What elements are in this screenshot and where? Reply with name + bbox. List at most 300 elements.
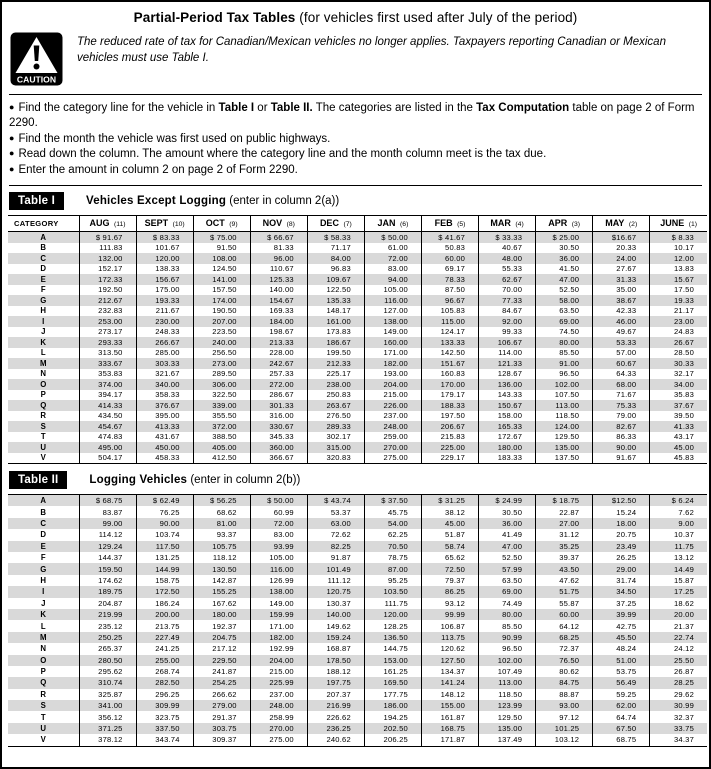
tax-amount-cell: 39.99: [593, 609, 650, 620]
tax-amount-cell: 186.67: [307, 337, 364, 348]
tax-amount-cell: 301.33: [250, 400, 307, 411]
tax-amount-cell: 155.00: [421, 700, 478, 711]
tax-amount-cell: 226.00: [364, 400, 421, 411]
table-row: [8, 563, 707, 574]
tax-amount-cell: 323.75: [136, 711, 193, 722]
tax-amount-cell: 83.87: [79, 506, 136, 517]
category-cell: N: [40, 644, 47, 654]
table2-badge: Table II: [9, 471, 67, 489]
tax-amount-cell: 83.00: [250, 529, 307, 540]
tax-amount-cell: 71.67: [593, 390, 650, 401]
tax-amount-cell: 160.00: [364, 337, 421, 348]
tax-amount-cell: 57.00: [593, 348, 650, 359]
table-row: [8, 541, 707, 552]
tax-amount-cell: $ 6.24: [650, 495, 707, 507]
tax-amount-cell: 72.50: [421, 563, 478, 574]
table-row: [8, 432, 707, 443]
tax-amount-cell: 30.50: [479, 506, 536, 517]
tax-amount-cell: 86.33: [593, 432, 650, 443]
instruction-item: [9, 132, 702, 147]
tax-amount-cell: 34.50: [593, 586, 650, 597]
tax-amount-cell: 174.62: [79, 575, 136, 586]
month-column-header: JUNE (1): [650, 216, 707, 232]
category-cell: H: [40, 306, 47, 316]
tax-amount-cell: 186.24: [136, 598, 193, 609]
tax-amount-cell: 45.75: [364, 506, 421, 517]
tax-amount-cell: 395.00: [136, 411, 193, 422]
tax-amount-cell: 289.50: [193, 369, 250, 380]
table-row: [8, 243, 707, 254]
tax-amount-cell: 276.50: [307, 411, 364, 422]
tax-amount-cell: 341.00: [79, 700, 136, 711]
month-column-header: AUG (11): [79, 216, 136, 232]
table-row: [8, 723, 707, 734]
tax-amount-cell: 148.12: [421, 689, 478, 700]
tax-amount-cell: $ 68.75: [79, 495, 136, 507]
tax-amount-cell: 259.00: [364, 432, 421, 443]
tax-amount-cell: 53.33: [593, 337, 650, 348]
category-cell: O: [8, 379, 79, 390]
tax-amount-cell: 31.12: [536, 529, 593, 540]
tax-amount-cell: 193.00: [364, 369, 421, 380]
month-column-header: OCT (9): [193, 216, 250, 232]
tax-amount-cell: 45.50: [593, 632, 650, 643]
table-row: [8, 274, 707, 285]
tax-amount-cell: 53.37: [307, 506, 364, 517]
tax-amount-cell: 91.67: [593, 453, 650, 464]
category-cell: C: [8, 253, 79, 264]
tax-amount-cell: 74.50: [536, 327, 593, 338]
tax-amount-cell: 48.00: [479, 253, 536, 264]
category-cell: C: [8, 518, 79, 529]
tax-amount-cell: 19.33: [650, 295, 707, 306]
table-row: [8, 529, 707, 540]
tax-amount-cell: 67.50: [593, 723, 650, 734]
tax-amount-cell: 213.75: [136, 620, 193, 631]
tax-amount-cell: $ 37.50: [364, 495, 421, 507]
tax-amount-cell: 223.50: [193, 327, 250, 338]
tax-amount-cell: 124.50: [193, 264, 250, 275]
instruction-text: or: [254, 102, 271, 114]
category-cell: T: [40, 432, 46, 442]
tax-amount-cell: 82.67: [593, 421, 650, 432]
month-column-header: APR (3): [536, 216, 593, 232]
tax-amount-cell: 13.83: [650, 264, 707, 275]
tax-amount-cell: 358.33: [136, 390, 193, 401]
tax-amount-cell: 322.50: [193, 390, 250, 401]
table1-badge: Table I: [9, 192, 64, 210]
tax-amount-cell: 15.67: [650, 274, 707, 285]
tax-amount-cell: 38.67: [593, 295, 650, 306]
tax-amount-cell: 38.12: [421, 506, 478, 517]
tax-amount-cell: 78.75: [364, 552, 421, 563]
tax-amount-cell: 76.50: [536, 655, 593, 666]
instruction-text: Find the category line for the vehicle in: [18, 102, 219, 114]
tax-amount-cell: $ 41.67: [421, 232, 478, 243]
tax-amount-cell: 93.37: [193, 529, 250, 540]
tax-amount-cell: 63.00: [307, 518, 364, 529]
tax-amount-cell: 58.74: [421, 541, 478, 552]
category-cell: U: [8, 442, 79, 453]
tax-amount-cell: $ 50.00: [364, 232, 421, 243]
tax-amount-cell: 169.33: [250, 306, 307, 317]
tax-amount-cell: 232.83: [79, 306, 136, 317]
tax-amount-cell: 152.17: [79, 264, 136, 275]
tax-amount-cell: 103.74: [136, 529, 193, 540]
tax-amount-cell: 76.25: [136, 506, 193, 517]
tax-amount-cell: 144.75: [364, 643, 421, 654]
category-cell: V: [40, 735, 46, 745]
category-cell: M: [8, 358, 79, 369]
tax-amount-cell: 51.75: [536, 586, 593, 597]
tax-amount-cell: 125.33: [250, 274, 307, 285]
tax-amount-cell: 197.50: [421, 411, 478, 422]
tax-amount-cell: 31.74: [593, 575, 650, 586]
tax-amount-cell: 149.62: [307, 620, 364, 631]
tax-amount-cell: 28.25: [650, 677, 707, 688]
tax-amount-cell: 129.50: [536, 432, 593, 443]
tax-amount-cell: $ 66.67: [250, 232, 307, 243]
tax-amount-cell: 115.00: [421, 316, 478, 327]
tax-amount-cell: 118.50: [536, 411, 593, 422]
caution-text: The reduced rate of tax for Canadian/Mexican vehicles no longer applies. Taxpayers reporting Canadian or Mexican vehicles must use Table I.: [77, 36, 666, 64]
tax-amount-cell: 343.74: [136, 734, 193, 746]
tax-amount-cell: 172.50: [136, 586, 193, 597]
table1-heading: [9, 192, 702, 210]
category-cell: R: [40, 689, 47, 699]
tax-amount-cell: 24.12: [650, 643, 707, 654]
tax-amount-cell: 170.00: [421, 379, 478, 390]
tax-amount-cell: 159.24: [307, 632, 364, 643]
tax-amount-cell: 93.99: [250, 541, 307, 552]
tax-amount-cell: 431.67: [136, 432, 193, 443]
tax-amount-cell: 45.00: [650, 442, 707, 453]
tax-amount-cell: 273.00: [193, 358, 250, 369]
table-row: [8, 689, 707, 700]
tax-amount-cell: 272.00: [250, 379, 307, 390]
instruction-item: [9, 163, 702, 178]
tax-amount-cell: 87.50: [421, 285, 478, 296]
tax-amount-cell: 116.00: [250, 563, 307, 574]
tax-amount-cell: 199.50: [307, 348, 364, 359]
month-column-header: MAY (2): [593, 216, 650, 232]
tax-amount-cell: 84.67: [479, 306, 536, 317]
tax-amount-cell: 120.75: [307, 586, 364, 597]
tax-amount-cell: 353.83: [79, 369, 136, 380]
table-row: [8, 253, 707, 264]
tax-amount-cell: 151.67: [421, 358, 478, 369]
tax-amount-cell: 39.50: [650, 411, 707, 422]
instruction-list: [9, 101, 702, 178]
tax-amount-cell: 204.87: [79, 598, 136, 609]
tax-amount-cell: 138.33: [136, 264, 193, 275]
tax-amount-cell: 22.74: [650, 632, 707, 643]
tax-amount-cell: 34.00: [650, 379, 707, 390]
category-cell: D: [40, 264, 47, 274]
instruction-item: [9, 101, 702, 132]
category-cell: N: [40, 369, 47, 379]
tax-amount-cell: 10.37: [650, 529, 707, 540]
tax-amount-cell: 32.37: [650, 711, 707, 722]
tax-amount-cell: 93.12: [421, 598, 478, 609]
tax-amount-cell: 225.99: [250, 677, 307, 688]
tax-amount-cell: 376.67: [136, 400, 193, 411]
tax-amount-cell: 51.00: [593, 655, 650, 666]
tax-amount-cell: 248.00: [250, 700, 307, 711]
tax-amount-cell: 36.00: [536, 253, 593, 264]
table-row: [8, 666, 707, 677]
tax-amount-cell: 68.00: [593, 379, 650, 390]
tax-amount-cell: 136.00: [479, 379, 536, 390]
tax-amount-cell: 337.50: [136, 723, 193, 734]
tax-amount-cell: 85.50: [479, 620, 536, 631]
tax-amount-cell: 171.00: [364, 348, 421, 359]
tax-amount-cell: 212.33: [307, 358, 364, 369]
table-row: [8, 327, 707, 338]
tax-amount-cell: 77.33: [479, 295, 536, 306]
tax-amount-cell: 101.25: [536, 723, 593, 734]
tax-amount-cell: 313.50: [79, 348, 136, 359]
tax-amount-cell: 213.33: [250, 337, 307, 348]
tax-amount-cell: 126.99: [250, 575, 307, 586]
tax-amount-cell: 11.75: [650, 541, 707, 552]
tax-amount-cell: 45.83: [650, 453, 707, 464]
tax-amount-cell: 49.67: [593, 327, 650, 338]
tax-amount-cell: 120.00: [136, 253, 193, 264]
month-column-header: SEPT (10): [136, 216, 193, 232]
tax-amount-cell: 107.50: [536, 390, 593, 401]
tax-amount-cell: 99.33: [479, 327, 536, 338]
tax-amount-cell: 186.00: [364, 700, 421, 711]
tax-amount-cell: 42.33: [593, 306, 650, 317]
category-cell: F: [40, 553, 46, 563]
table-row: [8, 316, 707, 327]
tax-amount-cell: 207.37: [307, 689, 364, 700]
tax-amount-cell: 117.50: [136, 541, 193, 552]
tax-amount-cell: 72.37: [536, 643, 593, 654]
tax-amount-cell: 13.12: [650, 552, 707, 563]
tax-amount-cell: 95.25: [364, 575, 421, 586]
tax-amount-cell: 69.17: [421, 264, 478, 275]
tax-amount-cell: 302.17: [307, 432, 364, 443]
tax-amount-cell: 71.17: [307, 243, 364, 254]
category-cell: A: [8, 232, 79, 243]
table-row: [8, 620, 707, 631]
tax-amount-cell: 99.99: [421, 609, 478, 620]
tax-amount-cell: 333.67: [79, 358, 136, 369]
category-cell: P: [40, 667, 46, 677]
tax-amount-cell: 289.33: [307, 421, 364, 432]
tax-amount-cell: 20.33: [593, 243, 650, 254]
table-row: [8, 369, 707, 380]
instruction-text: Tax Computation: [476, 102, 570, 114]
tax-amount-cell: 60.00: [536, 609, 593, 620]
tax-amount-cell: 25.50: [650, 655, 707, 666]
tax-amount-cell: 180.00: [193, 609, 250, 620]
tax-amount-cell: 127.00: [364, 306, 421, 317]
tax-amount-cell: 62.25: [364, 529, 421, 540]
tax-amount-cell: 282.50: [136, 677, 193, 688]
tax-amount-cell: 360.00: [250, 442, 307, 453]
table-row: [8, 390, 707, 401]
category-cell: B: [40, 243, 47, 253]
tax-amount-cell: 168.87: [307, 643, 364, 654]
tax-amount-cell: 238.00: [307, 379, 364, 390]
tax-amount-cell: 204.00: [364, 379, 421, 390]
table-row: [8, 295, 707, 306]
tax-amount-cell: 156.67: [136, 274, 193, 285]
tax-amount-cell: 236.25: [307, 723, 364, 734]
tax-amount-cell: 42.75: [593, 620, 650, 631]
page-title-rest: (for vehicles first used after July of the period): [295, 10, 578, 25]
bullet-icon: ●: [9, 163, 15, 174]
tax-amount-cell: 43.17: [650, 432, 707, 443]
table-row: [8, 552, 707, 563]
tax-amount-cell: 133.33: [421, 337, 478, 348]
table-row: [8, 734, 707, 746]
tax-amount-cell: 279.00: [193, 700, 250, 711]
tax-amount-cell: 454.67: [79, 421, 136, 432]
tax-amount-cell: 374.00: [79, 379, 136, 390]
table-row: [8, 348, 707, 359]
category-cell: L: [40, 348, 46, 358]
tax-amount-cell: 237.00: [250, 689, 307, 700]
tax-amount-cell: 255.00: [136, 655, 193, 666]
tax-amount-cell: 175.00: [136, 285, 193, 296]
tax-amount-cell: 56.49: [593, 677, 650, 688]
tax-amount-cell: 275.00: [364, 453, 421, 464]
tax-amount-cell: 143.33: [479, 390, 536, 401]
category-cell: F: [40, 285, 46, 295]
tax-amount-cell: 108.00: [193, 253, 250, 264]
bullet-icon: ●: [9, 102, 15, 112]
tax-amount-cell: $ 24.99: [479, 495, 536, 507]
tax-amount-cell: 121.33: [479, 358, 536, 369]
tax-amount-cell: 120.00: [364, 609, 421, 620]
tax-amount-cell: 303.75: [193, 723, 250, 734]
table-row: [8, 575, 707, 586]
tax-amount-cell: $16.67: [593, 232, 650, 243]
tax-amount-cell: 97.12: [536, 711, 593, 722]
category-cell: K: [8, 609, 79, 620]
tax-amount-cell: 303.33: [136, 358, 193, 369]
tax-amount-cell: $ 31.25: [421, 495, 478, 507]
tax-amount-cell: 330.67: [250, 421, 307, 432]
tax-amount-cell: 21.17: [650, 306, 707, 317]
tax-amount-cell: 23.49: [593, 541, 650, 552]
bullet-icon: ●: [9, 148, 15, 159]
category-cell: V: [40, 453, 46, 463]
tax-amount-cell: 144.37: [79, 552, 136, 563]
tax-amount-cell: 293.33: [79, 337, 136, 348]
table-row: [8, 337, 707, 348]
tax-amount-cell: 161.25: [364, 666, 421, 677]
table2-heading-text: Logging Vehicles (enter in column 2(b)): [89, 474, 301, 487]
tax-amount-cell: 72.00: [364, 253, 421, 264]
tax-amount-cell: 242.67: [250, 358, 307, 369]
tax-amount-cell: 198.67: [250, 327, 307, 338]
tax-amount-cell: 412.50: [193, 453, 250, 464]
tax-amount-cell: $ 43.74: [307, 495, 364, 507]
tax-amount-cell: 154.67: [250, 295, 307, 306]
tax-amount-cell: 158.00: [479, 411, 536, 422]
tax-amount-cell: 80.00: [536, 337, 593, 348]
tax-amount-cell: 257.33: [250, 369, 307, 380]
instruction-text: Find the month the vehicle was first used on public highways.: [18, 132, 331, 145]
table-row: [8, 306, 707, 317]
table-row: [8, 506, 707, 517]
tax-amount-cell: 240.00: [193, 337, 250, 348]
table-row: [8, 411, 707, 422]
instruction-text: table on page 2 of Form 2290.: [9, 102, 695, 130]
tax-amount-cell: 55.87: [536, 598, 593, 609]
tax-amount-cell: 80.62: [536, 666, 593, 677]
tax-amount-cell: 241.25: [136, 643, 193, 654]
tax-amount-cell: 171.00: [250, 620, 307, 631]
table-row: [8, 264, 707, 275]
tax-amount-cell: 114.00: [479, 348, 536, 359]
tax-amount-cell: 270.00: [364, 442, 421, 453]
tax-amount-cell: 122.50: [307, 285, 364, 296]
tax-amount-cell: 69.00: [479, 586, 536, 597]
tax-amount-cell: 113.00: [479, 677, 536, 688]
tax-amount-cell: 458.33: [136, 453, 193, 464]
tax-amount-cell: 263.67: [307, 400, 364, 411]
table1-heading-text: Vehicles Except Logging (enter in column 2(a)): [85, 195, 340, 208]
tax-amount-cell: 91.50: [193, 243, 250, 254]
tax-amount-cell: 413.33: [136, 421, 193, 432]
tax-amount-cell: 96.50: [536, 369, 593, 380]
category-cell: K: [8, 337, 79, 348]
tax-amount-cell: $ 50.00: [250, 495, 307, 507]
tax-amount-cell: 14.49: [650, 563, 707, 574]
tax-amount-cell: 36.00: [479, 518, 536, 529]
tax-amount-cell: 17.50: [650, 285, 707, 296]
tax-amount-cell: $ 18.75: [536, 495, 593, 507]
tax-amount-cell: 188.12: [307, 666, 364, 677]
month-column-header: DEC (7): [307, 216, 364, 232]
tax-amount-cell: 131.25: [136, 552, 193, 563]
tax-amount-cell: 315.00: [307, 442, 364, 453]
tax-amount-cell: 64.74: [593, 711, 650, 722]
tax-amount-cell: 20.75: [593, 529, 650, 540]
tax-amount-cell: 345.33: [250, 432, 307, 443]
tax-amount-cell: 130.37: [307, 598, 364, 609]
tax-amount-cell: 94.00: [364, 274, 421, 285]
tax-amount-cell: 167.62: [193, 598, 250, 609]
tax-amount-cell: 137.49: [479, 734, 536, 746]
tax-amount-cell: 225.17: [307, 369, 364, 380]
category-cell: E: [8, 274, 79, 285]
tax-amount-cell: 111.12: [307, 575, 364, 586]
tax-amount-cell: 157.50: [193, 285, 250, 296]
table-row: [8, 379, 707, 390]
tax-amount-cell: 215.00: [364, 390, 421, 401]
tax-amount-cell: $ 91.67: [79, 232, 136, 243]
tax-amount-cell: 26.67: [650, 337, 707, 348]
tax-amount-cell: 155.25: [193, 586, 250, 597]
tax-amount-cell: 495.00: [79, 442, 136, 453]
tax-amount-cell: 316.00: [250, 411, 307, 422]
tax-amount-cell: 75.33: [593, 400, 650, 411]
instruction-text: Read down the column. The amount where the category line and the month column meet is the tax due.: [18, 148, 547, 161]
tax-amount-cell: 101.67: [136, 243, 193, 254]
tax-amount-cell: 110.67: [250, 264, 307, 275]
tax-amount-cell: 7.62: [650, 506, 707, 517]
tax-amount-cell: 111.83: [79, 243, 136, 254]
table-row: [8, 442, 707, 453]
tax-amount-cell: 270.00: [250, 723, 307, 734]
